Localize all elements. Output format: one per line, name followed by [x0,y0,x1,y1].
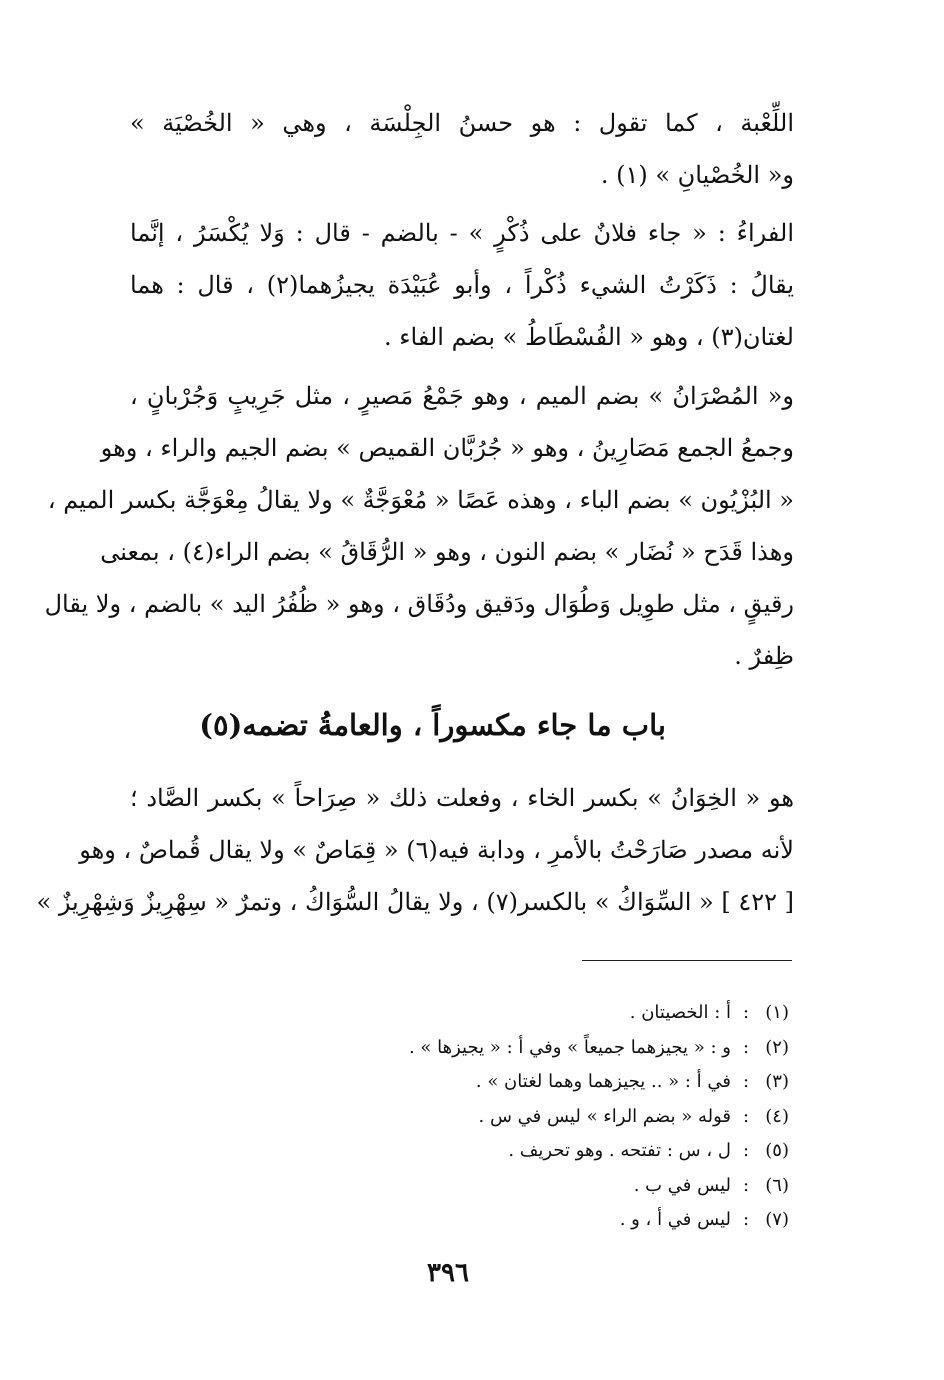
footnotes [229,996,789,1238]
text-line: وهذا قَدَح « نُضَار » بضم النون ، وهو « الرُّقَاقُ » بضم الراء(٤) ، بمعنى [100,538,794,566]
footnote-number: (٥) [765,1140,789,1161]
section-paragraph [36,772,794,928]
footnote-text: ليس في أ ، و . [619,1209,731,1230]
paragraph-3 [44,370,794,682]
footnote-number: (٦) [765,1174,789,1196]
footnote-text: ل ، س : تفتحه . وهو تحريف . [508,1140,731,1161]
section-heading: باب ما جاء مكسوراً ، والعامةُ تضمه(٥) [199,708,666,742]
footnote [229,1169,789,1204]
text-line: [ ٤٢٢ ] « السِّوَاكُ » بالكسر(٧) ، ولا يقالُ السُّوَاكُ ، وتمرٌ « سِهْرِيزٌ وَشِهْرِيزٌ » [36,888,794,916]
paragraph-2 [130,207,794,363]
footnote [229,1031,789,1066]
text-line: « البُزْيُون » بضم الباء ، وهذه عَصًا « مُعْوَجَّةٌ » ولا يقالُ مِعْوَجَّة بكسر الميم ، [47,486,794,514]
footnote-colon: : [742,1209,750,1230]
text-line: يقالُ : ذَكَرْتُ الشيء ذُكْراً ، وأبو عُبَيْدَة يجيزُهما(٢) ، قال : هما [130,271,795,299]
footnote-number: (١) [765,1002,789,1023]
footnote-number: (٧) [765,1209,789,1230]
footnote-colon: : [742,1002,750,1023]
footnote-colon: : [742,1036,750,1058]
footnote-number: (٢) [765,1036,789,1058]
footnote-colon: : [742,1071,750,1092]
footnote [229,1203,789,1238]
text-line: ظِفرٌ . [734,642,794,670]
paragraph-1 [130,97,794,201]
footnote-text: و : « يجيزهما جميعاً » وفي أ : « يجيزها » . [408,1036,731,1058]
footnote-number: (٣) [765,1071,789,1092]
footnote-text: في أ : « .. يجيزهما وهما لغتان » . [475,1071,731,1092]
text-line: و« الخُصْيانِ » (١) . [600,161,794,189]
text-line: رقيقٍ ، مثل طوِيل وَطُوَال ودَقيق ودُقَاق ، وهو « ظُفُرُ اليد » بالضم ، ولا يقال [44,590,794,618]
text-line: و« المُصْرَانُ » بضم الميم ، وهو جَمْعُ مَصيرٍ ، مثل جَرِيبٍ وَجُرْبانٍ ، [130,382,794,410]
text-line: لأنه مصدر صَارَحْتُ بالأمرِ ، ودابة فيه(٦) « قِمَاصٌ » ولا يقال قُماصٌ ، وهو [79,836,794,864]
footnote-colon: : [742,1140,750,1161]
footnote [229,1065,789,1100]
footnote-text: أ : الخصيتان . [629,1002,731,1023]
footnote-colon: : [742,1174,750,1196]
footnote-divider [582,960,792,961]
footnote [229,1100,789,1135]
footnote-colon: : [742,1105,750,1127]
text-line: اللِّعْبة ، كما تقول : هو حسنُ الجِلْسَة ، وهي « الخُصْيَة » [130,109,794,137]
footnote-text: ليس في ب . [633,1174,731,1196]
text-line: هو « الخِوَانُ » بكسر الخاء ، وفعلت ذلك « صِرَاحاً » بكسر الصَّاد ؛ [130,784,794,812]
footnote-number: (٤) [765,1105,789,1127]
text-line: الفراءُ : « جاء فلانٌ على ذُكْرٍ » - بالضم - قال : وَلا يُكْسَرُ ، إنَّما [130,219,794,247]
footnote [229,996,789,1031]
footnote [229,1134,789,1169]
page-number: ٣٩٦ [427,1258,469,1288]
text-line: وجمعُ الجمع مَصَارِينُ ، وهو « جُرُبَّان القميص » بضم الجيم والراء ، وهو [100,434,794,462]
text-line: لغتان(٣) ، وهو « الفُسْطَاطُ » بضم الفاء . [383,323,794,351]
footnote-text: قوله « بضم الراء » ليس في س . [478,1105,731,1127]
